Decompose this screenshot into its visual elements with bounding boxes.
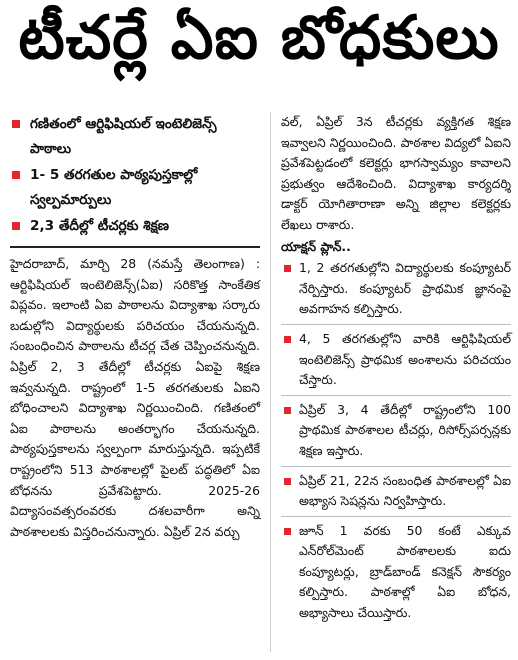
action-point-text: జూన్ 1 వరకు 50 కంటే ఎక్కువ ఎన్‌రోల్‌మెంట్ పాఠశాలలకు ఐదు కంప్యూటర్లు, బ్రాడ్‌బాండ్ కనెక్షన్ సౌకర్యం కల్పిస్తారు. పాఠశాల్లో ఏఐ బోధన, అభ్యాసాలు చేయిస్తారు. xyxy=(299,522,511,621)
highlight-text: 2,3 తేదీల్లో టీచర్లకు శిక్షణ xyxy=(30,218,169,234)
section-divider xyxy=(10,246,260,248)
action-point xyxy=(281,400,511,467)
action-point xyxy=(281,258,511,325)
action-point-text: ఏప్రిల్ 3, 4 తేదీల్లో రాష్ట్రంలోని 100 ప్రాథమిక పాఠశాలల టీచర్లు, రిసోర్స్‌పర్సన్లకు శిక్షణ ఇస్తారు. xyxy=(299,401,511,458)
highlight-text: గణితంలో ఆర్టిఫిషియల్ ఇంటెలిజెన్స్ పాఠాలు xyxy=(30,116,217,157)
red-square-bullet-icon xyxy=(284,407,291,414)
headline: టీచర్లే ఏఐ బోధకులు xyxy=(18,3,500,73)
red-square-bullet-icon xyxy=(284,478,291,485)
action-point-text: ఏప్రిల్ 21, 22న సంబంధిత పాఠశాలల్లో ఏఐ అభ్యాస సెషన్లను నిర్వహిస్తారు. xyxy=(299,472,511,509)
action-plan-list xyxy=(281,258,511,628)
red-square-bullet-icon xyxy=(12,222,20,230)
action-point xyxy=(281,329,511,396)
highlight-list xyxy=(10,112,260,239)
red-square-bullet-icon xyxy=(12,120,20,128)
action-plan-heading: యాక్షన్ ప్లాన్.. xyxy=(281,238,351,254)
red-square-bullet-icon xyxy=(12,171,20,179)
red-square-bullet-icon xyxy=(284,528,291,535)
red-square-bullet-icon xyxy=(284,265,291,272)
red-square-bullet-icon xyxy=(284,336,291,343)
column-divider xyxy=(270,112,271,652)
highlight-item xyxy=(10,112,260,162)
body-paragraph-left: హైదరాబాద్, మార్చి 28 (నమస్తే తెలంగాణ) : ఆర్టిఫిషియల్ ఇంటెలిజెన్స్(ఏఐ) సరికొత్త సాంకేతిక విప్లవం. ఇలాంటి ఏఐ పాఠాలను విద్యాశాఖ సర్కారు బడుల్లోని విద్యార్థులకు పరిచయం చేయనున్నది. సంబంధించిన పాఠాలను టీచర్ల చేత చెప్పించనున్నది. ఏప్రిల్ 2, 3 తేదీల్లో టీచర్లకు ఏఐపై శిక్షణ ఇవ్వనున్నది. రాష్ట్రంలో 1-5 తరగతులకు ఏఐని బోధించాలని విద్యాశాఖ నిర్ణయించింది. గణితంలో ఏఐ పాఠాలను అంతర్భాగం చేయనున్నది. పాఠ్యపుస్తకాలను స్వల్పంగా మారుస్తున్నది. ఇప్పటికే రాష్ట్రంలోని 513 పాఠశాలల్లో పైలట్ పద్ధతిలో ఏఐ బోధనను ప్రవేశపెట్టారు. 2025-26 విద్యాసంవత్సరంవరకు దశలవారీగా అన్ని పాఠశాలలకు విస్తరించనున్నారు. ఏప్రిల్ 2న వర్చు xyxy=(10,256,260,539)
left-column xyxy=(10,112,260,542)
action-point-text: 1, 2 తరగతుల్లోని విద్యార్థులకు కంప్యూటర్ నేర్పిస్తారు. కంప్యూటర్ ప్రాథమిక జ్ఞానంపై అవగాహన కల్పిస్తారు. xyxy=(299,260,511,317)
action-point xyxy=(281,521,511,628)
highlight-item xyxy=(10,214,260,239)
highlight-item xyxy=(10,163,260,213)
body-paragraph-right: వల్, ఏప్రిల్ 3న టీచర్లకు వ్యక్తిగత శిక్షణ ఇవ్వాలని నిర్ణయించింది. పాఠశాల విద్యలో ఏఐని ప్రవేశపెట్టడంలో కలెక్టర్లు భాగస్వామ్యం కావాలని ప్రభుత్వం ఆదేశించింది. విద్యాశాఖ కార్యదర్శి డాక్టర్ యోగితారాణా అన్ని జిల్లాల కలెక్టర్లకు లేఖలు రాశారు. xyxy=(281,114,511,232)
action-point-text: 4, 5 తరగతుల్లోని వారికి ఆర్టిఫిషియల్ ఇంటెలిజెన్స్ ప్రాథమిక అంశాలను పరిచయం చేస్తారు. xyxy=(299,330,511,388)
right-column xyxy=(281,112,511,632)
action-point xyxy=(281,471,511,517)
highlight-text: 1- 5 తరగతుల పాఠ్యపుస్తకాల్లో స్వల్పమార్పులు xyxy=(30,167,198,208)
